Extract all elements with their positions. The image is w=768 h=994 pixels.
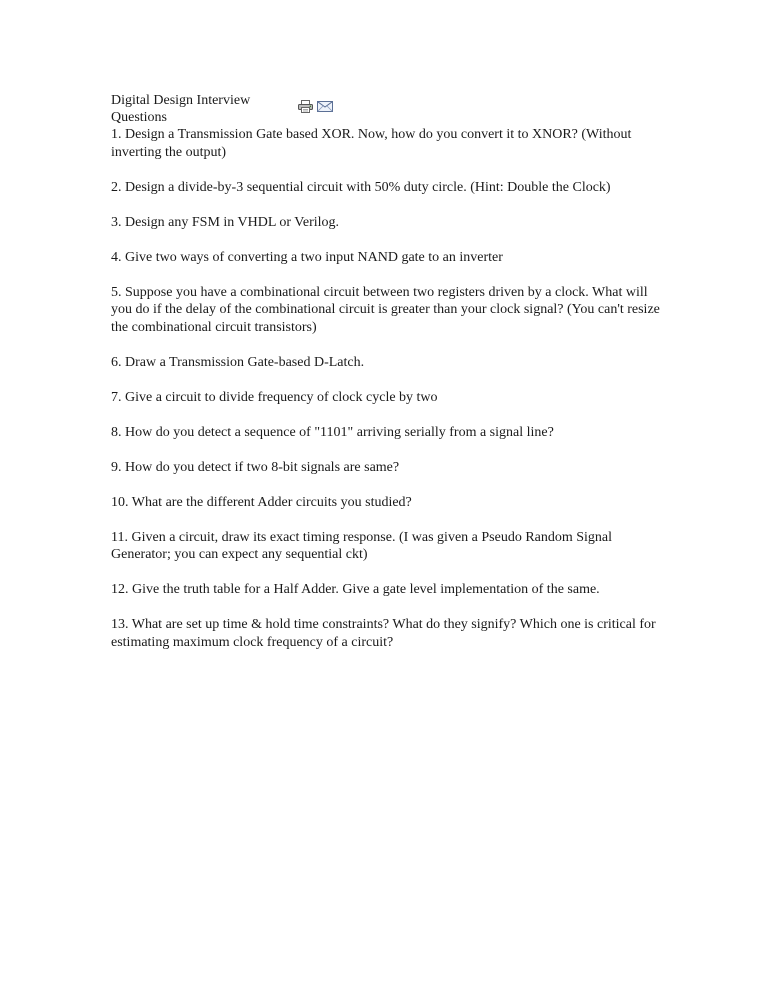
document-header (111, 91, 671, 126)
question-2: 2. Design a divide-by-3 sequential circuit with 50% duty circle. (Hint: Double the Clock) (111, 179, 611, 195)
question-4: 4. Give two ways of converting a two input NAND gate to an inverter (111, 249, 503, 265)
question-10: 10. What are the different Adder circuits you studied? (111, 494, 412, 510)
question-8: 8. How do you detect a sequence of "1101" arriving serially from a signal line? (111, 424, 554, 440)
page-title: Digital Design Interview Questions (111, 93, 251, 125)
question-12: 12. Give the truth table for a Half Adder. Give a gate level implementation of the same. (111, 582, 600, 597)
question-3: 3. Design any FSM in VHDL or Verilog. (111, 214, 340, 230)
question-1: 1. Design a Transmission Gate based XOR. Now, how do you convert it to XNOR? (Without inverting the output) (111, 127, 632, 160)
header-icons (298, 100, 333, 113)
question-9: 9. How do you detect if two 8-bit signals are same? (111, 459, 400, 475)
document-page (111, 91, 671, 669)
email-icon[interactable] (317, 101, 333, 112)
question-6: 6. Draw a Transmission Gate-based D-Latch. (111, 354, 365, 370)
question-7: 7. Give a circuit to divide frequency of clock cycle by two (111, 389, 438, 405)
printer-icon[interactable] (298, 100, 313, 113)
question-list (111, 126, 671, 651)
question-13: 13. What are set up time & hold time constraints? What do they signify? Which one is critical for estimating maximum clock frequency of a circuit? (111, 617, 656, 650)
question-11: 11. Given a circuit, draw its exact timing response. (I was given a Pseudo Random Signal Generator; you can expect any sequential ckt) (111, 529, 613, 562)
question-5: 5. Suppose you have a combinational circuit between two registers driven by a clock. What will you do if the delay of the combinational circuit is greater than your clock signal? (You can't resize the combinational circuit transistors) (111, 284, 660, 335)
